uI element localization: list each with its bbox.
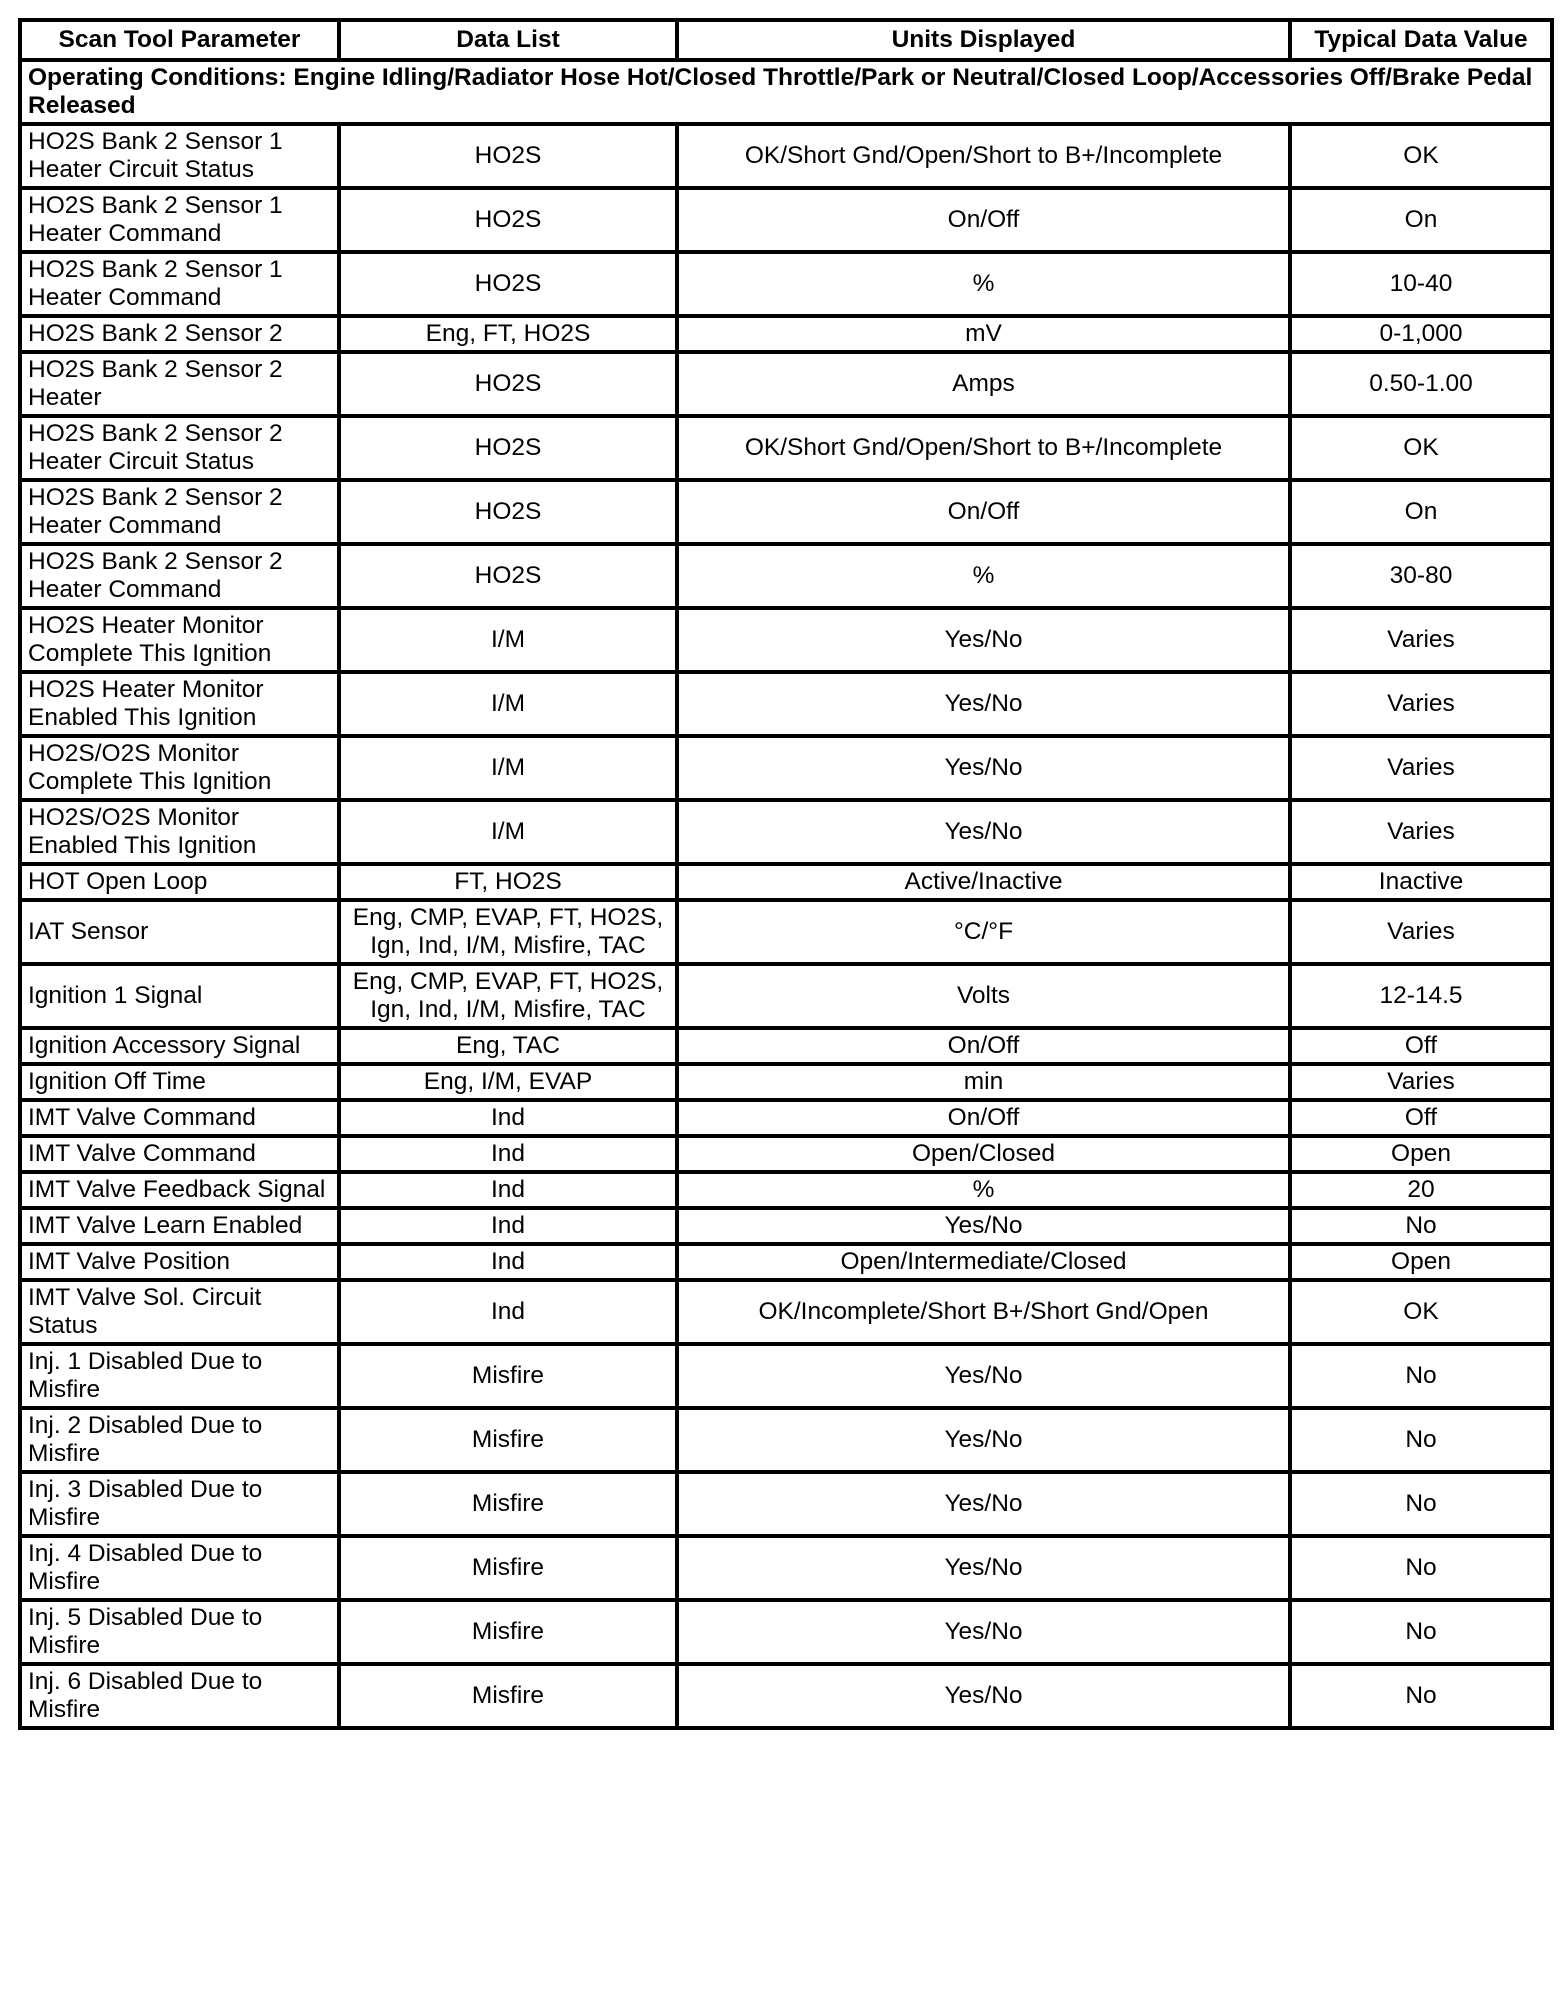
cell-typical-data-value: No (1290, 1600, 1552, 1664)
cell-scan-tool-parameter: HO2S Bank 2 Sensor 2 Heater Command (20, 480, 339, 544)
table-row (20, 252, 1552, 316)
cell-data-list: HO2S (339, 544, 677, 608)
table-row (20, 1136, 1552, 1172)
cell-units-displayed: % (677, 1172, 1290, 1208)
cell-scan-tool-parameter: HO2S Heater Monitor Complete This Ignition (20, 608, 339, 672)
cell-typical-data-value: Open (1290, 1244, 1552, 1280)
cell-data-list: Ind (339, 1136, 677, 1172)
cell-units-displayed: Yes/No (677, 1664, 1290, 1728)
cell-units-displayed: Yes/No (677, 1208, 1290, 1244)
table-row (20, 1344, 1552, 1408)
cell-scan-tool-parameter: Ignition Off Time (20, 1064, 339, 1100)
cell-typical-data-value: No (1290, 1472, 1552, 1536)
cell-data-list: Eng, FT, HO2S (339, 316, 677, 352)
cell-data-list: Ind (339, 1208, 677, 1244)
cell-data-list: Misfire (339, 1664, 677, 1728)
table-row (20, 416, 1552, 480)
cell-typical-data-value: Open (1290, 1136, 1552, 1172)
cell-data-list: Ind (339, 1172, 677, 1208)
cell-scan-tool-parameter: IMT Valve Feedback Signal (20, 1172, 339, 1208)
cell-units-displayed: Active/Inactive (677, 864, 1290, 900)
header-scan-tool-parameter: Scan Tool Parameter (20, 20, 339, 60)
operating-conditions: Operating Conditions: Engine Idling/Radiator Hose Hot/Closed Throttle/Park or Neutral/Closed Loop/Accessories Off/Brake Pedal Released (20, 60, 1552, 124)
cell-scan-tool-parameter: Inj. 2 Disabled Due to Misfire (20, 1408, 339, 1472)
cell-typical-data-value: Varies (1290, 736, 1552, 800)
cell-typical-data-value: OK (1290, 124, 1552, 188)
cell-typical-data-value: 0-1,000 (1290, 316, 1552, 352)
cell-typical-data-value: Varies (1290, 900, 1552, 964)
cell-scan-tool-parameter: Ignition 1 Signal (20, 964, 339, 1028)
cell-scan-tool-parameter: IMT Valve Command (20, 1136, 339, 1172)
cell-data-list: I/M (339, 800, 677, 864)
table-row (20, 1064, 1552, 1100)
cell-units-displayed: On/Off (677, 1028, 1290, 1064)
table-row (20, 1280, 1552, 1344)
table-row (20, 1472, 1552, 1536)
cell-units-displayed: % (677, 252, 1290, 316)
table-row (20, 1172, 1552, 1208)
cell-units-displayed: Yes/No (677, 736, 1290, 800)
cell-typical-data-value: 12-14.5 (1290, 964, 1552, 1028)
cell-data-list: HO2S (339, 416, 677, 480)
cell-units-displayed: °C/°F (677, 900, 1290, 964)
table-row (20, 480, 1552, 544)
cell-units-displayed: OK/Short Gnd/Open/Short to B+/Incomplete (677, 124, 1290, 188)
cell-scan-tool-parameter: Inj. 4 Disabled Due to Misfire (20, 1536, 339, 1600)
cell-units-displayed: OK/Short Gnd/Open/Short to B+/Incomplete (677, 416, 1290, 480)
cell-typical-data-value: 20 (1290, 1172, 1552, 1208)
cell-units-displayed: Yes/No (677, 800, 1290, 864)
cell-scan-tool-parameter: Ignition Accessory Signal (20, 1028, 339, 1064)
table-row (20, 124, 1552, 188)
cell-scan-tool-parameter: HO2S Bank 2 Sensor 2 (20, 316, 339, 352)
cell-data-list: HO2S (339, 352, 677, 416)
cell-data-list: FT, HO2S (339, 864, 677, 900)
cell-scan-tool-parameter: HOT Open Loop (20, 864, 339, 900)
cell-units-displayed: Volts (677, 964, 1290, 1028)
table-row (20, 672, 1552, 736)
table-row (20, 1028, 1552, 1064)
cell-units-displayed: Yes/No (677, 672, 1290, 736)
cell-data-list: Eng, TAC (339, 1028, 677, 1064)
cell-typical-data-value: On (1290, 188, 1552, 252)
cell-data-list: HO2S (339, 188, 677, 252)
cell-scan-tool-parameter: HO2S/O2S Monitor Enabled This Ignition (20, 800, 339, 864)
cell-units-displayed: % (677, 544, 1290, 608)
cell-typical-data-value: Varies (1290, 672, 1552, 736)
cell-typical-data-value: 10-40 (1290, 252, 1552, 316)
cell-typical-data-value: Varies (1290, 800, 1552, 864)
cell-data-list: HO2S (339, 480, 677, 544)
cell-data-list: Misfire (339, 1472, 677, 1536)
cell-units-displayed: Yes/No (677, 1600, 1290, 1664)
header-row (20, 20, 1552, 60)
cell-scan-tool-parameter: HO2S Heater Monitor Enabled This Ignition (20, 672, 339, 736)
cell-data-list: Eng, CMP, EVAP, FT, HO2S, Ign, Ind, I/M, Misfire, TAC (339, 900, 677, 964)
cell-typical-data-value: No (1290, 1344, 1552, 1408)
cell-units-displayed: Yes/No (677, 1536, 1290, 1600)
cell-typical-data-value: 30-80 (1290, 544, 1552, 608)
cell-units-displayed: On/Off (677, 188, 1290, 252)
cell-units-displayed: On/Off (677, 1100, 1290, 1136)
cell-units-displayed: On/Off (677, 480, 1290, 544)
cell-data-list: HO2S (339, 252, 677, 316)
cell-scan-tool-parameter: IMT Valve Position (20, 1244, 339, 1280)
cell-data-list: Eng, CMP, EVAP, FT, HO2S, Ign, Ind, I/M, Misfire, TAC (339, 964, 677, 1028)
cell-typical-data-value: No (1290, 1536, 1552, 1600)
cell-units-displayed: Open/Closed (677, 1136, 1290, 1172)
cell-typical-data-value: Off (1290, 1028, 1552, 1064)
table-row (20, 864, 1552, 900)
cell-typical-data-value: Varies (1290, 608, 1552, 672)
cell-typical-data-value: No (1290, 1208, 1552, 1244)
cell-data-list: HO2S (339, 124, 677, 188)
cell-units-displayed: Amps (677, 352, 1290, 416)
cell-scan-tool-parameter: HO2S Bank 2 Sensor 1 Heater Circuit Status (20, 124, 339, 188)
cell-typical-data-value: Varies (1290, 1064, 1552, 1100)
cell-typical-data-value: OK (1290, 416, 1552, 480)
table-row (20, 1536, 1552, 1600)
cell-data-list: Misfire (339, 1408, 677, 1472)
cell-scan-tool-parameter: IMT Valve Command (20, 1100, 339, 1136)
cell-data-list: Misfire (339, 1344, 677, 1408)
cell-typical-data-value: No (1290, 1408, 1552, 1472)
table-row (20, 352, 1552, 416)
cell-scan-tool-parameter: IAT Sensor (20, 900, 339, 964)
table-row (20, 608, 1552, 672)
table-row (20, 900, 1552, 964)
cell-scan-tool-parameter: HO2S Bank 2 Sensor 1 Heater Command (20, 188, 339, 252)
cell-units-displayed: Open/Intermediate/Closed (677, 1244, 1290, 1280)
cell-data-list: Misfire (339, 1600, 677, 1664)
cell-scan-tool-parameter: HO2S/O2S Monitor Complete This Ignition (20, 736, 339, 800)
cell-scan-tool-parameter: IMT Valve Sol. Circuit Status (20, 1280, 339, 1344)
cell-scan-tool-parameter: Inj. 3 Disabled Due to Misfire (20, 1472, 339, 1536)
table-row (20, 964, 1552, 1028)
cell-data-list: Ind (339, 1100, 677, 1136)
cell-data-list: Misfire (339, 1536, 677, 1600)
cell-scan-tool-parameter: IMT Valve Learn Enabled (20, 1208, 339, 1244)
cell-scan-tool-parameter: Inj. 6 Disabled Due to Misfire (20, 1664, 339, 1728)
scan-tool-data-table (18, 18, 1554, 1730)
table-row (20, 188, 1552, 252)
table-row (20, 736, 1552, 800)
table-row (20, 1600, 1552, 1664)
table-row (20, 544, 1552, 608)
table-row (20, 316, 1552, 352)
cell-scan-tool-parameter: HO2S Bank 2 Sensor 2 Heater (20, 352, 339, 416)
cell-data-list: Eng, I/M, EVAP (339, 1064, 677, 1100)
cell-scan-tool-parameter: HO2S Bank 2 Sensor 1 Heater Command (20, 252, 339, 316)
cell-units-displayed: Yes/No (677, 608, 1290, 672)
cell-units-displayed: Yes/No (677, 1408, 1290, 1472)
header-typical-data-value: Typical Data Value (1290, 20, 1552, 60)
cell-typical-data-value: On (1290, 480, 1552, 544)
cell-typical-data-value: 0.50-1.00 (1290, 352, 1552, 416)
cell-data-list: Ind (339, 1280, 677, 1344)
cell-units-displayed: OK/Incomplete/Short B+/Short Gnd/Open (677, 1280, 1290, 1344)
table-row (20, 1244, 1552, 1280)
cell-scan-tool-parameter: HO2S Bank 2 Sensor 2 Heater Circuit Status (20, 416, 339, 480)
table-row (20, 1664, 1552, 1728)
cell-units-displayed: Yes/No (677, 1344, 1290, 1408)
cell-data-list: I/M (339, 608, 677, 672)
table-row (20, 1100, 1552, 1136)
table-row (20, 800, 1552, 864)
cell-units-displayed: min (677, 1064, 1290, 1100)
cell-typical-data-value: OK (1290, 1280, 1552, 1344)
cell-units-displayed: mV (677, 316, 1290, 352)
table-row (20, 1408, 1552, 1472)
operating-conditions-row (20, 60, 1552, 124)
cell-scan-tool-parameter: HO2S Bank 2 Sensor 2 Heater Command (20, 544, 339, 608)
cell-scan-tool-parameter: Inj. 5 Disabled Due to Misfire (20, 1600, 339, 1664)
cell-data-list: Ind (339, 1244, 677, 1280)
cell-scan-tool-parameter: Inj. 1 Disabled Due to Misfire (20, 1344, 339, 1408)
cell-typical-data-value: No (1290, 1664, 1552, 1728)
cell-data-list: I/M (339, 736, 677, 800)
header-units-displayed: Units Displayed (677, 20, 1290, 60)
cell-data-list: I/M (339, 672, 677, 736)
cell-typical-data-value: Inactive (1290, 864, 1552, 900)
header-data-list: Data List (339, 20, 677, 60)
table-row (20, 1208, 1552, 1244)
cell-typical-data-value: Off (1290, 1100, 1552, 1136)
cell-units-displayed: Yes/No (677, 1472, 1290, 1536)
